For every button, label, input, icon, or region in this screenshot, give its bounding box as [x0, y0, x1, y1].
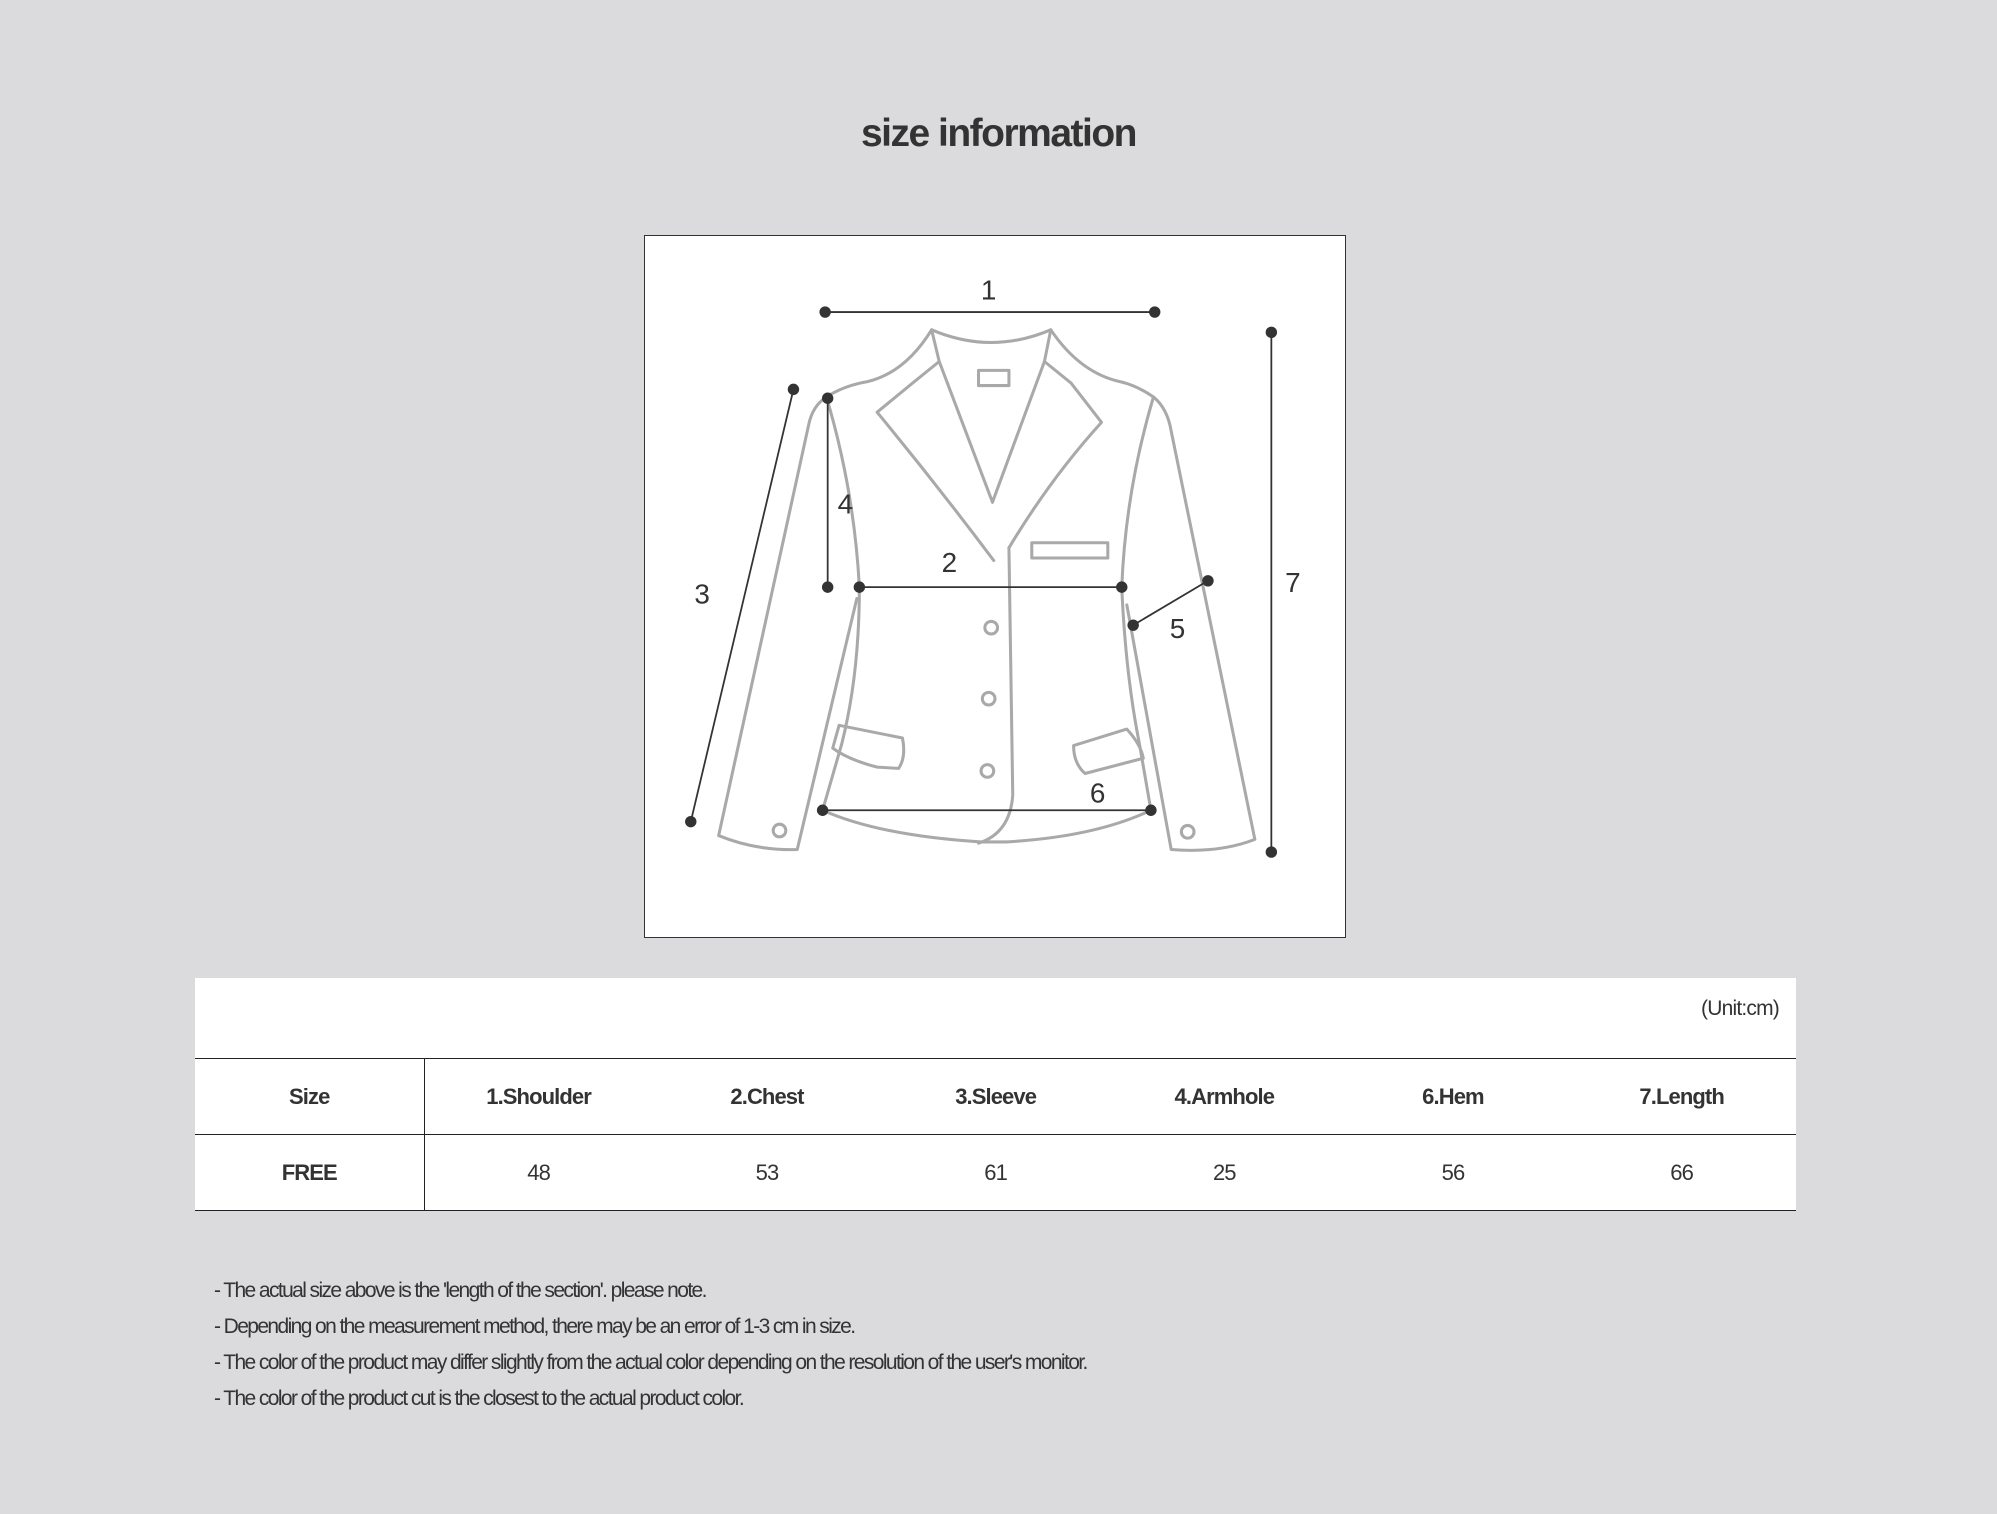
measure-dot	[822, 393, 833, 404]
size-diagram	[644, 235, 1346, 938]
header-shoulder: 1.Shoulder	[424, 1059, 653, 1135]
jacket-illustration	[719, 330, 1255, 851]
jacket-hem	[823, 810, 1151, 842]
measure-dot	[788, 384, 799, 395]
measure-label-6: 6	[1089, 777, 1106, 809]
table-row	[195, 1135, 1796, 1211]
right-lapel	[1009, 361, 1102, 547]
back-neck	[932, 330, 1051, 343]
header-size: Size	[195, 1059, 424, 1135]
measure-dot	[1266, 327, 1277, 338]
header-sleeve: 3.Sleeve	[881, 1059, 1110, 1135]
cell-length: 66	[1567, 1135, 1796, 1211]
header-chest: 2.Chest	[653, 1059, 882, 1135]
right-cuff-button	[1181, 825, 1194, 838]
front-button-1	[985, 621, 998, 634]
unit-row	[195, 978, 1796, 1058]
measure-label-4: 4	[837, 488, 854, 520]
measurement-labels	[694, 274, 1300, 808]
note-item: - The color of the product cut is the closest to the actual product color.	[214, 1387, 744, 1410]
header-length: 7.Length	[1567, 1059, 1796, 1135]
measure-label-1: 1	[980, 274, 997, 306]
measure-dot	[1145, 805, 1156, 816]
cell-size: FREE	[195, 1135, 424, 1211]
collar-tag	[979, 370, 1009, 385]
front-button-2	[982, 692, 995, 705]
left-shoulder-collar	[826, 330, 931, 397]
size-table-panel	[195, 978, 1796, 1211]
page-title: size information	[860, 112, 1137, 155]
unit-label: (Unit:cm)	[1701, 997, 1779, 1020]
measure-dot	[817, 805, 828, 816]
cell-sleeve: 61	[881, 1135, 1110, 1211]
note-item: - The actual size above is the 'length of the section'. please note.	[214, 1279, 706, 1302]
jacket-diagram-svg	[645, 236, 1345, 937]
header-armhole: 4.Armhole	[1110, 1059, 1339, 1135]
cell-armhole: 25	[1110, 1135, 1339, 1211]
note-item: - The color of the product may differ slightly from the actual color depending on the resolution of the user's monitor.	[214, 1351, 1087, 1374]
left-sleeve	[719, 397, 857, 850]
measure-dot	[819, 306, 830, 317]
header-hem: 6.Hem	[1339, 1059, 1568, 1135]
table-header-row	[195, 1059, 1796, 1135]
measure-label-5: 5	[1169, 612, 1186, 644]
size-notes	[214, 1273, 1774, 1417]
measure-label-3: 3	[694, 578, 710, 610]
measure-label-7: 7	[1285, 567, 1301, 599]
measure-dot	[1127, 619, 1138, 630]
measure-dot	[1116, 581, 1127, 592]
size-table	[195, 1058, 1796, 1211]
right-armhole-seam	[1122, 397, 1154, 587]
left-collar-roll	[932, 330, 993, 502]
cell-shoulder: 48	[424, 1135, 653, 1211]
chest-pocket	[1032, 543, 1108, 558]
note-item: - Depending on the measurement method, there may be an error of 1-3 cm in size.	[214, 1315, 855, 1338]
cell-hem: 56	[1339, 1135, 1568, 1211]
measure-dot	[822, 581, 833, 592]
left-cuff-button	[773, 824, 786, 837]
measure-dot	[1266, 846, 1277, 857]
right-shoulder-collar	[1051, 330, 1154, 397]
measure-dot	[854, 581, 865, 592]
measure-dot	[1149, 306, 1160, 317]
measure-label-2: 2	[941, 546, 958, 578]
cell-chest: 53	[653, 1135, 882, 1211]
measure-dot	[1202, 575, 1213, 586]
right-hip-pocket	[1074, 729, 1144, 773]
measure-dot	[685, 816, 696, 827]
front-button-3	[981, 765, 994, 778]
right-collar-roll	[992, 330, 1050, 502]
left-body-side	[823, 587, 860, 810]
